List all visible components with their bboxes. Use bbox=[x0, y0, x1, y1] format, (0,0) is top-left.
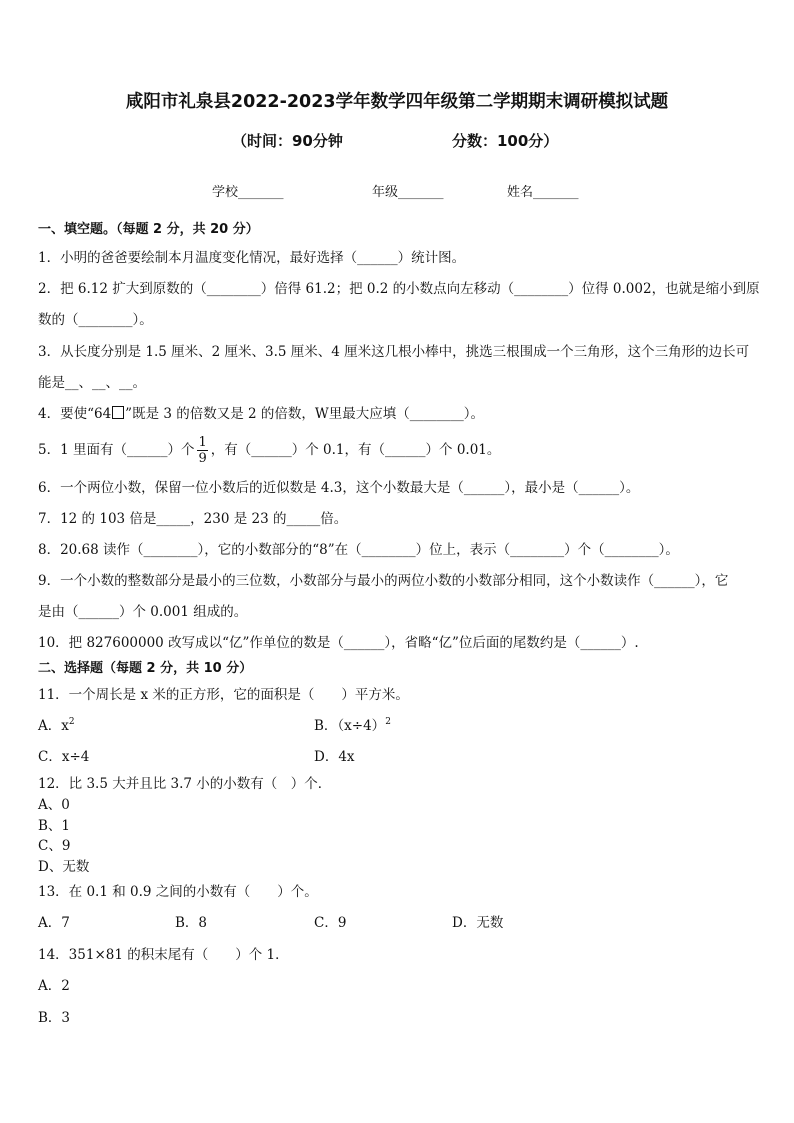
question-3-line-1: 3．从长度分别是 1.5 厘米、2 厘米、3.5 厘米、4 厘米这几根小棒中，挑选三根围成一个三角形，这个三角形的边长可 bbox=[38, 344, 750, 360]
question-13-option-d: D．无数 bbox=[452, 915, 504, 931]
question-12-option-b: B、1 bbox=[38, 818, 71, 834]
question-2-line-2: 数的（________）。 bbox=[38, 312, 153, 328]
question-11: 11．一个周长是 x 米的正方形，它的面积是（ ）平方米。 bbox=[38, 687, 409, 703]
question-12-option-c: C、9 bbox=[38, 838, 71, 854]
section-heading-choice: 二、选择题（每题 2 分，共 10 分） bbox=[38, 661, 253, 676]
grade-field: 年级_______ bbox=[372, 185, 444, 200]
question-10: 10．把 827600000 改写成以“亿”作单位的数是（______），省略“亿”位后面的尾数约是（______）. bbox=[38, 635, 639, 651]
question-5-a: 5．1 里面有（______）个 bbox=[38, 442, 195, 458]
question-11-option-d: D．4x bbox=[314, 749, 355, 765]
blank-box-icon bbox=[112, 406, 124, 419]
exam-score: 分数：100分） bbox=[452, 132, 559, 150]
option-b-exponent: 2 bbox=[385, 717, 391, 727]
question-9-line-1: 9．一个小数的整数部分是最小的三位数，小数部分与最小的两位小数的小数部分相同，这个小数读作（______），它 bbox=[38, 573, 729, 589]
option-a-exponent: 2 bbox=[68, 717, 75, 727]
question-14: 14．351×81 的积末尾有（ ）个 1． bbox=[38, 947, 289, 963]
question-11-option-a bbox=[38, 717, 75, 735]
question-12-option-d: D、无数 bbox=[38, 859, 90, 875]
question-13-option-c: C．9 bbox=[314, 915, 347, 931]
question-13-option-b: B．8 bbox=[175, 915, 208, 931]
school-field: 学校_______ bbox=[212, 185, 284, 200]
question-4 bbox=[38, 405, 484, 423]
question-11-option-c: C．x÷4 bbox=[38, 749, 90, 765]
fraction-one-ninth bbox=[197, 435, 207, 466]
section-heading-fill: 一、填空题。（每题 2 分，共 20 分） bbox=[38, 222, 259, 237]
question-3-line-2: 能是__、__、__。 bbox=[38, 375, 146, 391]
fraction-numerator: 1 bbox=[198, 435, 207, 450]
question-6: 6．一个两位小数，保留一位小数后的近似数是 4.3，这个小数最大是（______），最小是（______）。 bbox=[38, 480, 640, 496]
option-a-text: A．x bbox=[38, 718, 69, 734]
question-4-after: ”既是 3 的倍数又是 2 的倍数，W里最大应填（________）。 bbox=[125, 406, 485, 422]
question-4-before: 4．要使“64 bbox=[38, 406, 112, 422]
question-2-line-1: 2．把 6.12 扩大到原数的（________）倍得 61.2；把 0.2 的小数点向左移动（________）位得 0.002，也就是缩小到原 bbox=[38, 281, 760, 297]
question-12: 12．比 3.5 大并且比 3.7 小的小数有（ ）个． bbox=[38, 776, 332, 792]
question-5 bbox=[38, 433, 500, 467]
fraction-denominator: 9 bbox=[198, 451, 207, 466]
question-13: 13．在 0.1 和 0.9 之间的小数有（ ）个。 bbox=[38, 884, 318, 900]
option-b-text: B．（x÷4） bbox=[314, 718, 386, 734]
question-7: 7．12 的 103 倍是_____，230 是 23 的_____倍。 bbox=[38, 511, 348, 527]
name-field: 姓名_______ bbox=[507, 185, 579, 200]
question-1: 1．小明的爸爸要绘制本月温度变化情况，最好选择（______）统计图。 bbox=[38, 250, 466, 266]
question-13-option-a: A．7 bbox=[38, 915, 70, 931]
question-5-b: ，有（______）个 0.1，有（______）个 0.01。 bbox=[210, 442, 501, 458]
exam-time: （时间：90分钟 bbox=[232, 132, 343, 150]
page-title: 咸阳市礼泉县2022-2023学年数学四年级第二学期期末调研模拟试题 bbox=[125, 92, 669, 112]
question-11-option-b bbox=[314, 717, 391, 735]
question-12-option-a: A、0 bbox=[38, 797, 70, 813]
question-14-option-a: A．2 bbox=[38, 978, 70, 994]
question-14-option-b: B．3 bbox=[38, 1010, 71, 1026]
question-8: 8．20.68 读作（________），它的小数部分的“8”在（________）位上，表示（________）个（________）。 bbox=[38, 542, 679, 558]
question-9-line-2: 是由（______）个 0.001 组成的。 bbox=[38, 604, 248, 620]
